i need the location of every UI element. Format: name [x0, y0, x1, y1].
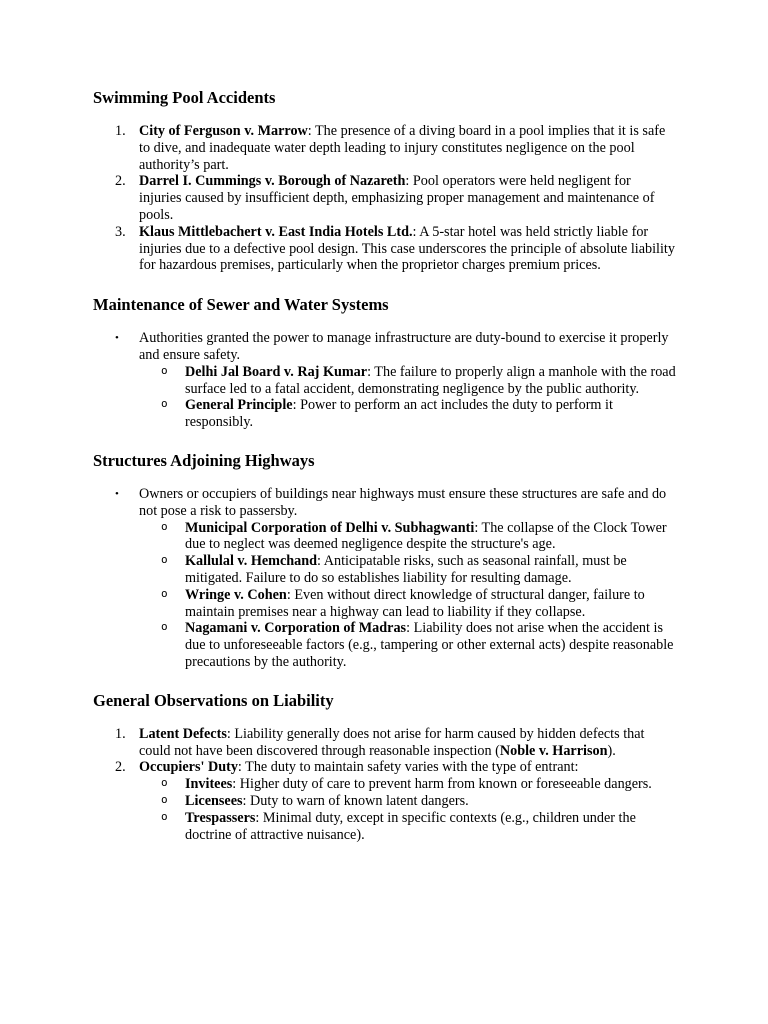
sub-list-item — [139, 620, 676, 670]
list-number: 1. — [115, 725, 126, 742]
item-text: : Liability does not arise when the accident is due to unforeseeable factors (e.g., tampering or other external acts) despite reasonable precautions by the authority. — [185, 620, 674, 670]
sub-list-item — [139, 810, 676, 844]
item-text: : Pool operators were held negligent for injuries caused by insufficient depth, emphasizing proper management and maintenance of pools. — [139, 173, 655, 223]
list-number: 3. — [115, 223, 126, 240]
sub-list-item — [139, 793, 676, 810]
case-name: Wringe v. Cohen — [185, 586, 287, 603]
item-text-end: ). — [607, 742, 616, 759]
item-text: : Minimal duty, except in specific contexts (e.g., children under the doctrine of attractive nuisance). — [185, 809, 636, 843]
term: Licensees — [185, 792, 243, 809]
item-text: : The failure to properly align a manhole with the road surface led to a fatal accident, demonstrating negligence by the public authority. — [185, 363, 676, 397]
list-item — [93, 224, 676, 274]
section-heading: Maintenance of Sewer and Water Systems — [93, 295, 389, 315]
sub-bullet-marker: o — [161, 809, 168, 823]
sub-list-item — [139, 553, 676, 587]
section-heading: General Observations on Liability — [93, 690, 334, 710]
item-text: : Liability generally does not arise for harm caused by hidden defects that could not have been discovered through reasonable inspection ( — [139, 725, 645, 759]
section-sewer-water-systems — [93, 274, 676, 431]
case-name: Noble v. Harrison — [499, 742, 608, 759]
term: Occupiers' Duty — [139, 759, 238, 776]
item-text: : The duty to maintain safety varies with the type of entrant: — [237, 759, 579, 776]
numbered-list — [93, 726, 676, 844]
sub-list-item — [139, 364, 676, 398]
sub-bullet-marker: o — [161, 776, 168, 790]
case-name: Delhi Jal Board v. Raj Kumar — [185, 363, 368, 380]
list-item — [93, 759, 676, 843]
case-name: Kallulal v. Hemchand — [185, 553, 318, 570]
item-text: : The collapse of the Clock Tower due to neglect was deemed negligence despite the structure's age. — [185, 519, 667, 553]
item-text: : Even without direct knowledge of structural danger, failure to maintain premises near a highway can lead to liability if they collapse. — [185, 586, 645, 620]
item-text: : The presence of a diving board in a pool implies that it is safe to dive, and inadequate water depth leading to injury constitutes negligence on the pool authority’s part. — [139, 123, 666, 173]
case-name: General Principle — [185, 397, 293, 414]
sub-bullet-marker: o — [161, 553, 168, 567]
bullet-list — [93, 486, 676, 671]
sub-bullet-marker: o — [161, 363, 168, 377]
sub-list — [139, 364, 676, 431]
list-item — [93, 123, 676, 173]
sub-bullet-marker: o — [161, 620, 168, 634]
numbered-list — [93, 123, 676, 274]
sub-bullet-marker: o — [161, 586, 168, 600]
sub-list-item — [139, 397, 676, 431]
list-item — [93, 726, 676, 760]
sub-bullet-marker: o — [161, 792, 168, 806]
case-name: Darrel I. Cummings v. Borough of Nazareth — [139, 173, 406, 190]
sub-list — [139, 520, 676, 671]
list-item — [93, 486, 676, 671]
item-text: : Higher duty of care to prevent harm from known or foreseeable dangers. — [232, 776, 652, 793]
sub-bullet-marker: o — [161, 397, 168, 411]
list-item — [93, 173, 676, 223]
term: Trespassers — [185, 809, 256, 826]
list-number: 2. — [115, 759, 126, 776]
list-number: 1. — [115, 123, 126, 139]
list-number: 2. — [115, 173, 126, 190]
sub-bullet-marker: o — [161, 519, 168, 533]
bullet-list — [93, 330, 676, 431]
item-text: : A 5-star hotel was held strictly liable for injuries due to a defective pool design. This case underscores the principle of absolute liability for hazardous premises, particularly when the proprietor charges premium prices. — [139, 223, 675, 274]
term: Invitees — [185, 776, 233, 793]
section-heading: Structures Adjoining Highways — [93, 450, 315, 470]
section-structures-adjoining-highways — [93, 431, 676, 671]
sub-list-item — [139, 776, 676, 793]
case-name: Klaus Mittlebachert v. East India Hotels Ltd. — [139, 223, 413, 240]
term: Latent Defects — [139, 725, 227, 742]
bullet-marker: • — [115, 487, 119, 500]
section-general-observations — [93, 671, 676, 844]
item-text: Owners or occupiers of buildings near highways must ensure these structures are safe and do not pose a risk to passersby. — [139, 485, 667, 519]
item-text: : Power to perform an act includes the duty to perform it responsibly. — [185, 397, 613, 431]
list-item — [93, 330, 676, 431]
item-text: : Anticipatable risks, such as seasonal rainfall, must be mitigated. Failure to do so establishes liability for resulting damage. — [185, 553, 627, 586]
sub-list — [139, 776, 676, 843]
case-name: Nagamani v. Corporation of Madras — [185, 620, 407, 637]
item-text: : Duty to warn of known latent dangers. — [242, 792, 469, 809]
section-heading: Swimming Pool Accidents — [93, 88, 276, 107]
sub-list-item — [139, 587, 676, 621]
bullet-marker: • — [115, 332, 119, 345]
sub-list-item — [139, 520, 676, 554]
case-name: City of Ferguson v. Marrow — [139, 123, 308, 139]
section-swimming-pool-accidents — [93, 0, 676, 274]
case-name: Municipal Corporation of Delhi v. Subhagwanti — [185, 519, 475, 536]
item-text: Authorities granted the power to manage infrastructure are duty-bound to exercise it properly and ensure safety. — [139, 330, 669, 363]
